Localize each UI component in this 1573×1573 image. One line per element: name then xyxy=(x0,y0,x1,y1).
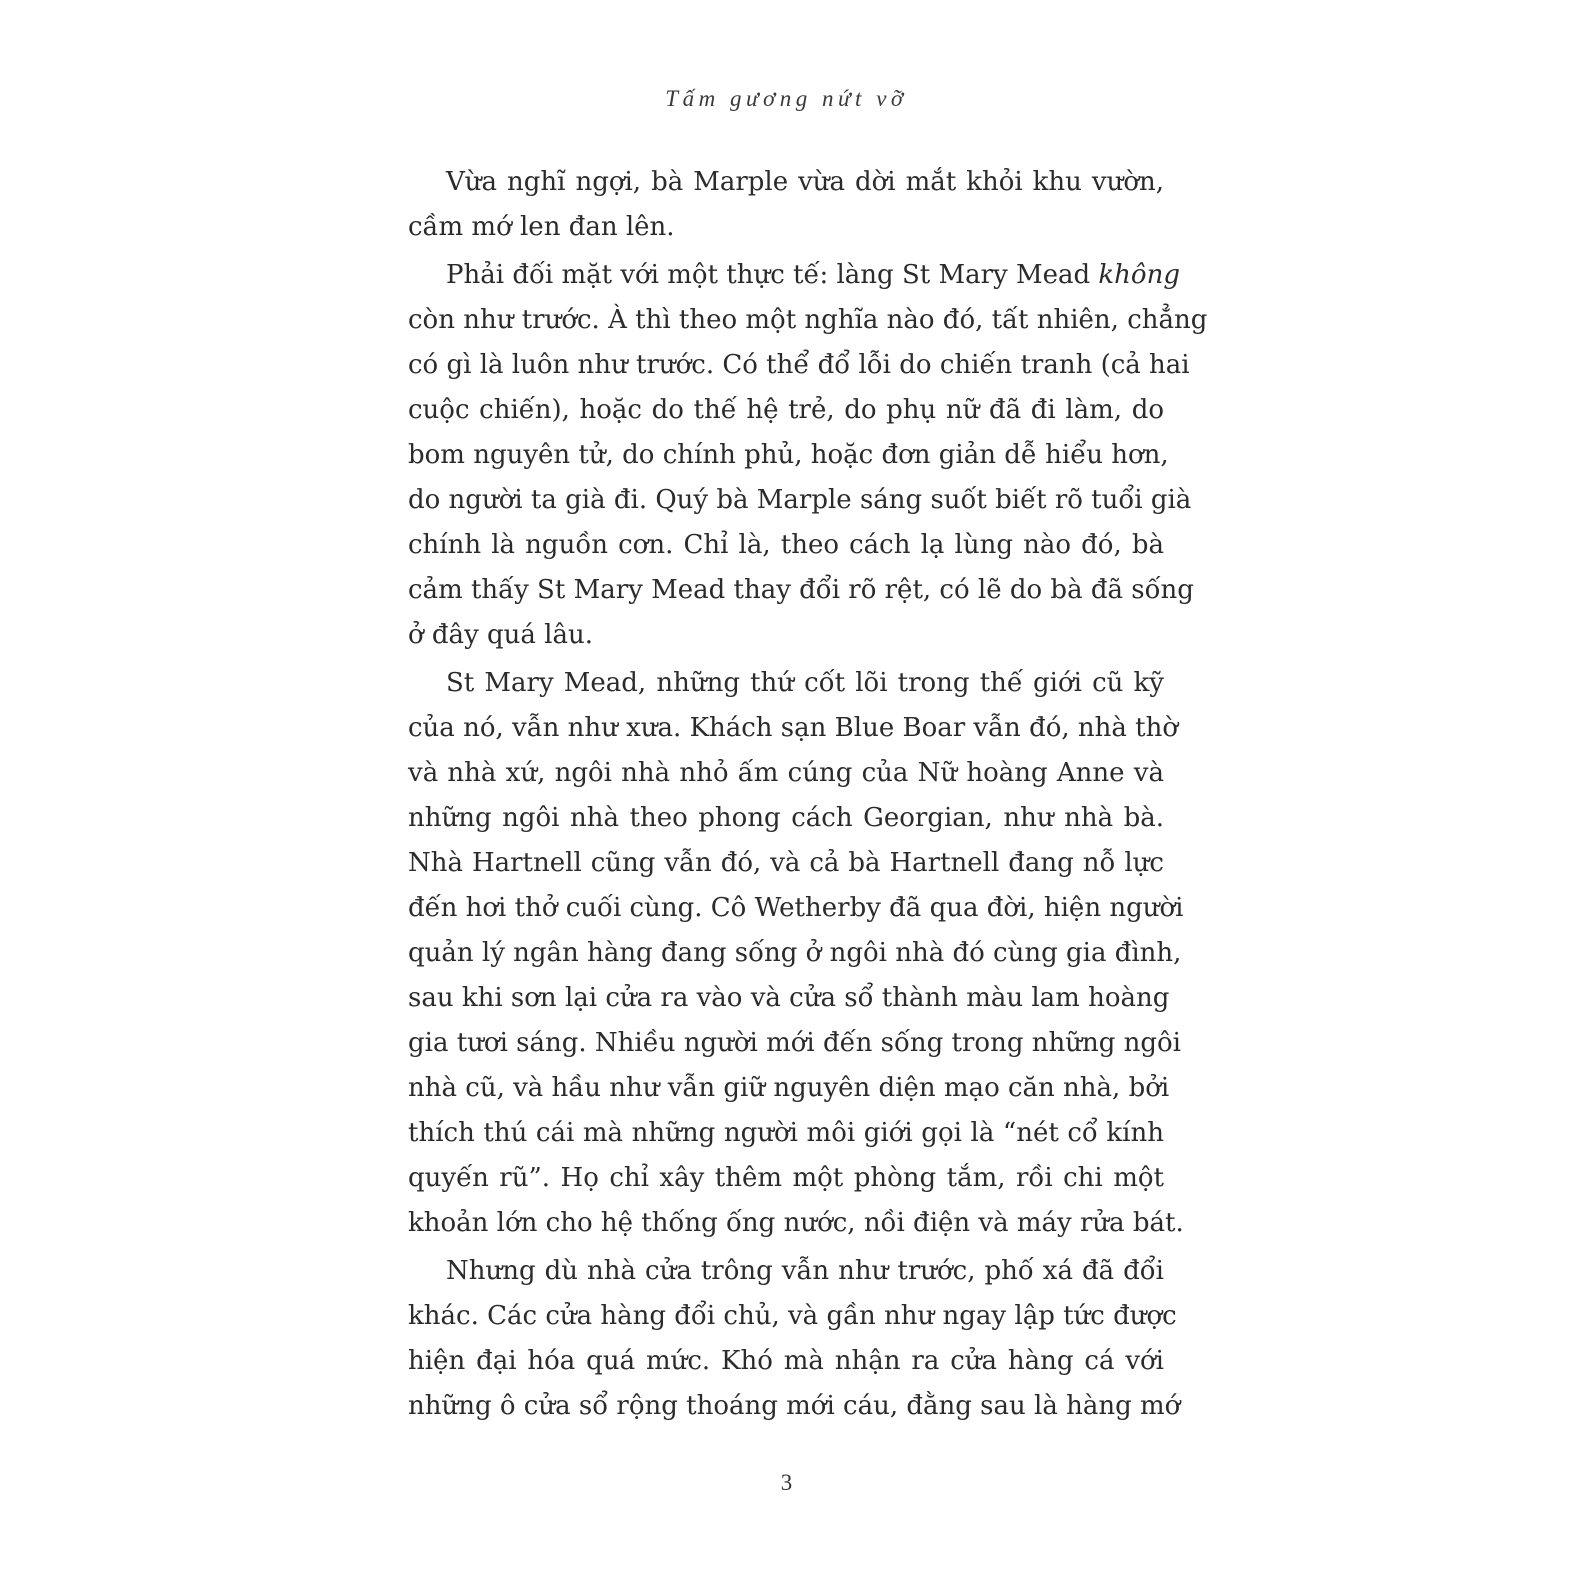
text-line: cảm thấy St Mary Mead thay đổi rõ rệt, có lẽ do bà đã sống xyxy=(408,575,1194,605)
text-line: quản lý ngân hàng đang sống ở ngôi nhà đó cùng gia đình, xyxy=(408,938,1182,968)
running-head: Tấm gương nứt vỡ xyxy=(665,86,908,111)
paragraph xyxy=(408,1249,1181,1429)
text-line: do người ta già đi. Quý bà Marple sáng suốt biết rõ tuổi già xyxy=(408,485,1192,515)
text-line: cầm mớ len đan lên. xyxy=(408,212,675,242)
text-line: sau khi sơn lại cửa ra vào và cửa sổ thành màu lam hoàng xyxy=(408,983,1170,1013)
text-line: thích thú cái mà những người môi giới gọi là “nét cổ kính xyxy=(408,1118,1164,1148)
text-line: gia tươi sáng. Nhiều người mới đến sống trong những ngôi xyxy=(408,1028,1181,1058)
text-line: những ô cửa sổ rộng thoáng mới cáu, đằng sau là hàng mớ xyxy=(408,1391,1181,1421)
text-line-with-italic: Phải đối mặt với một thực tế: làng St Mary Mead không xyxy=(446,260,1180,290)
text-line: quyến rũ”. Họ chỉ xây thêm một phòng tắm, rồi chi một xyxy=(408,1163,1164,1193)
italic-emphasis: không xyxy=(1098,260,1180,290)
text-line: và nhà xứ, ngôi nhà nhỏ ấm cúng của Nữ hoàng Anne và xyxy=(408,758,1164,788)
paragraph xyxy=(408,160,1164,250)
text-line: Vừa nghĩ ngợi, bà Marple vừa dời mắt khỏi khu vườn, xyxy=(446,167,1164,197)
text-line: chính là nguồn cơn. Chỉ là, theo cách lạ lùng nào đó, bà xyxy=(408,530,1164,560)
body-text xyxy=(408,160,1208,1432)
text-line: khác. Các cửa hàng đổi chủ, và gần như ngay lập tức được xyxy=(408,1301,1177,1331)
text-line: St Mary Mead, những thứ cốt lõi trong thế giới cũ kỹ xyxy=(446,668,1164,698)
page-number: 3 xyxy=(780,1470,793,1495)
text-line: Nhà Hartnell cũng vẫn đó, và cả bà Hartnell đang nỗ lực xyxy=(408,848,1164,878)
text-line: ở đây quá lâu. xyxy=(408,620,593,650)
text-line: bom nguyên tử, do chính phủ, hoặc đơn giản dễ hiểu hơn, xyxy=(408,440,1169,470)
text-line: đến hơi thở cuối cùng. Cô Wetherby đã qua đời, hiện người xyxy=(408,893,1184,923)
text-line: còn như trước. À thì theo một nghĩa nào đó, tất nhiên, chẳng xyxy=(408,305,1208,335)
text-line: cuộc chiến), hoặc do thế hệ trẻ, do phụ nữ đã đi làm, do xyxy=(408,395,1164,425)
text-line: có gì là luôn như trước. Có thể đổ lỗi do chiến tranh (cả hai xyxy=(408,350,1190,380)
text-line: nhà cũ, và hầu như vẫn giữ nguyên diện mạo căn nhà, bởi xyxy=(408,1073,1170,1103)
text-line: Nhưng dù nhà cửa trông vẫn như trước, phố xá đã đổi xyxy=(446,1256,1164,1286)
text-line: hiện đại hóa quá mức. Khó mà nhận ra cửa hàng cá với xyxy=(408,1346,1164,1376)
paragraph xyxy=(408,253,1208,658)
text-line: những ngôi nhà theo phong cách Georgian, như nhà bà. xyxy=(408,803,1164,833)
text-line: khoản lớn cho hệ thống ống nước, nồi điện và máy rửa bát. xyxy=(408,1208,1184,1238)
text-line: của nó, vẫn như xưa. Khách sạn Blue Boar vẫn đó, nhà thờ xyxy=(408,713,1178,743)
paragraph xyxy=(408,661,1184,1246)
